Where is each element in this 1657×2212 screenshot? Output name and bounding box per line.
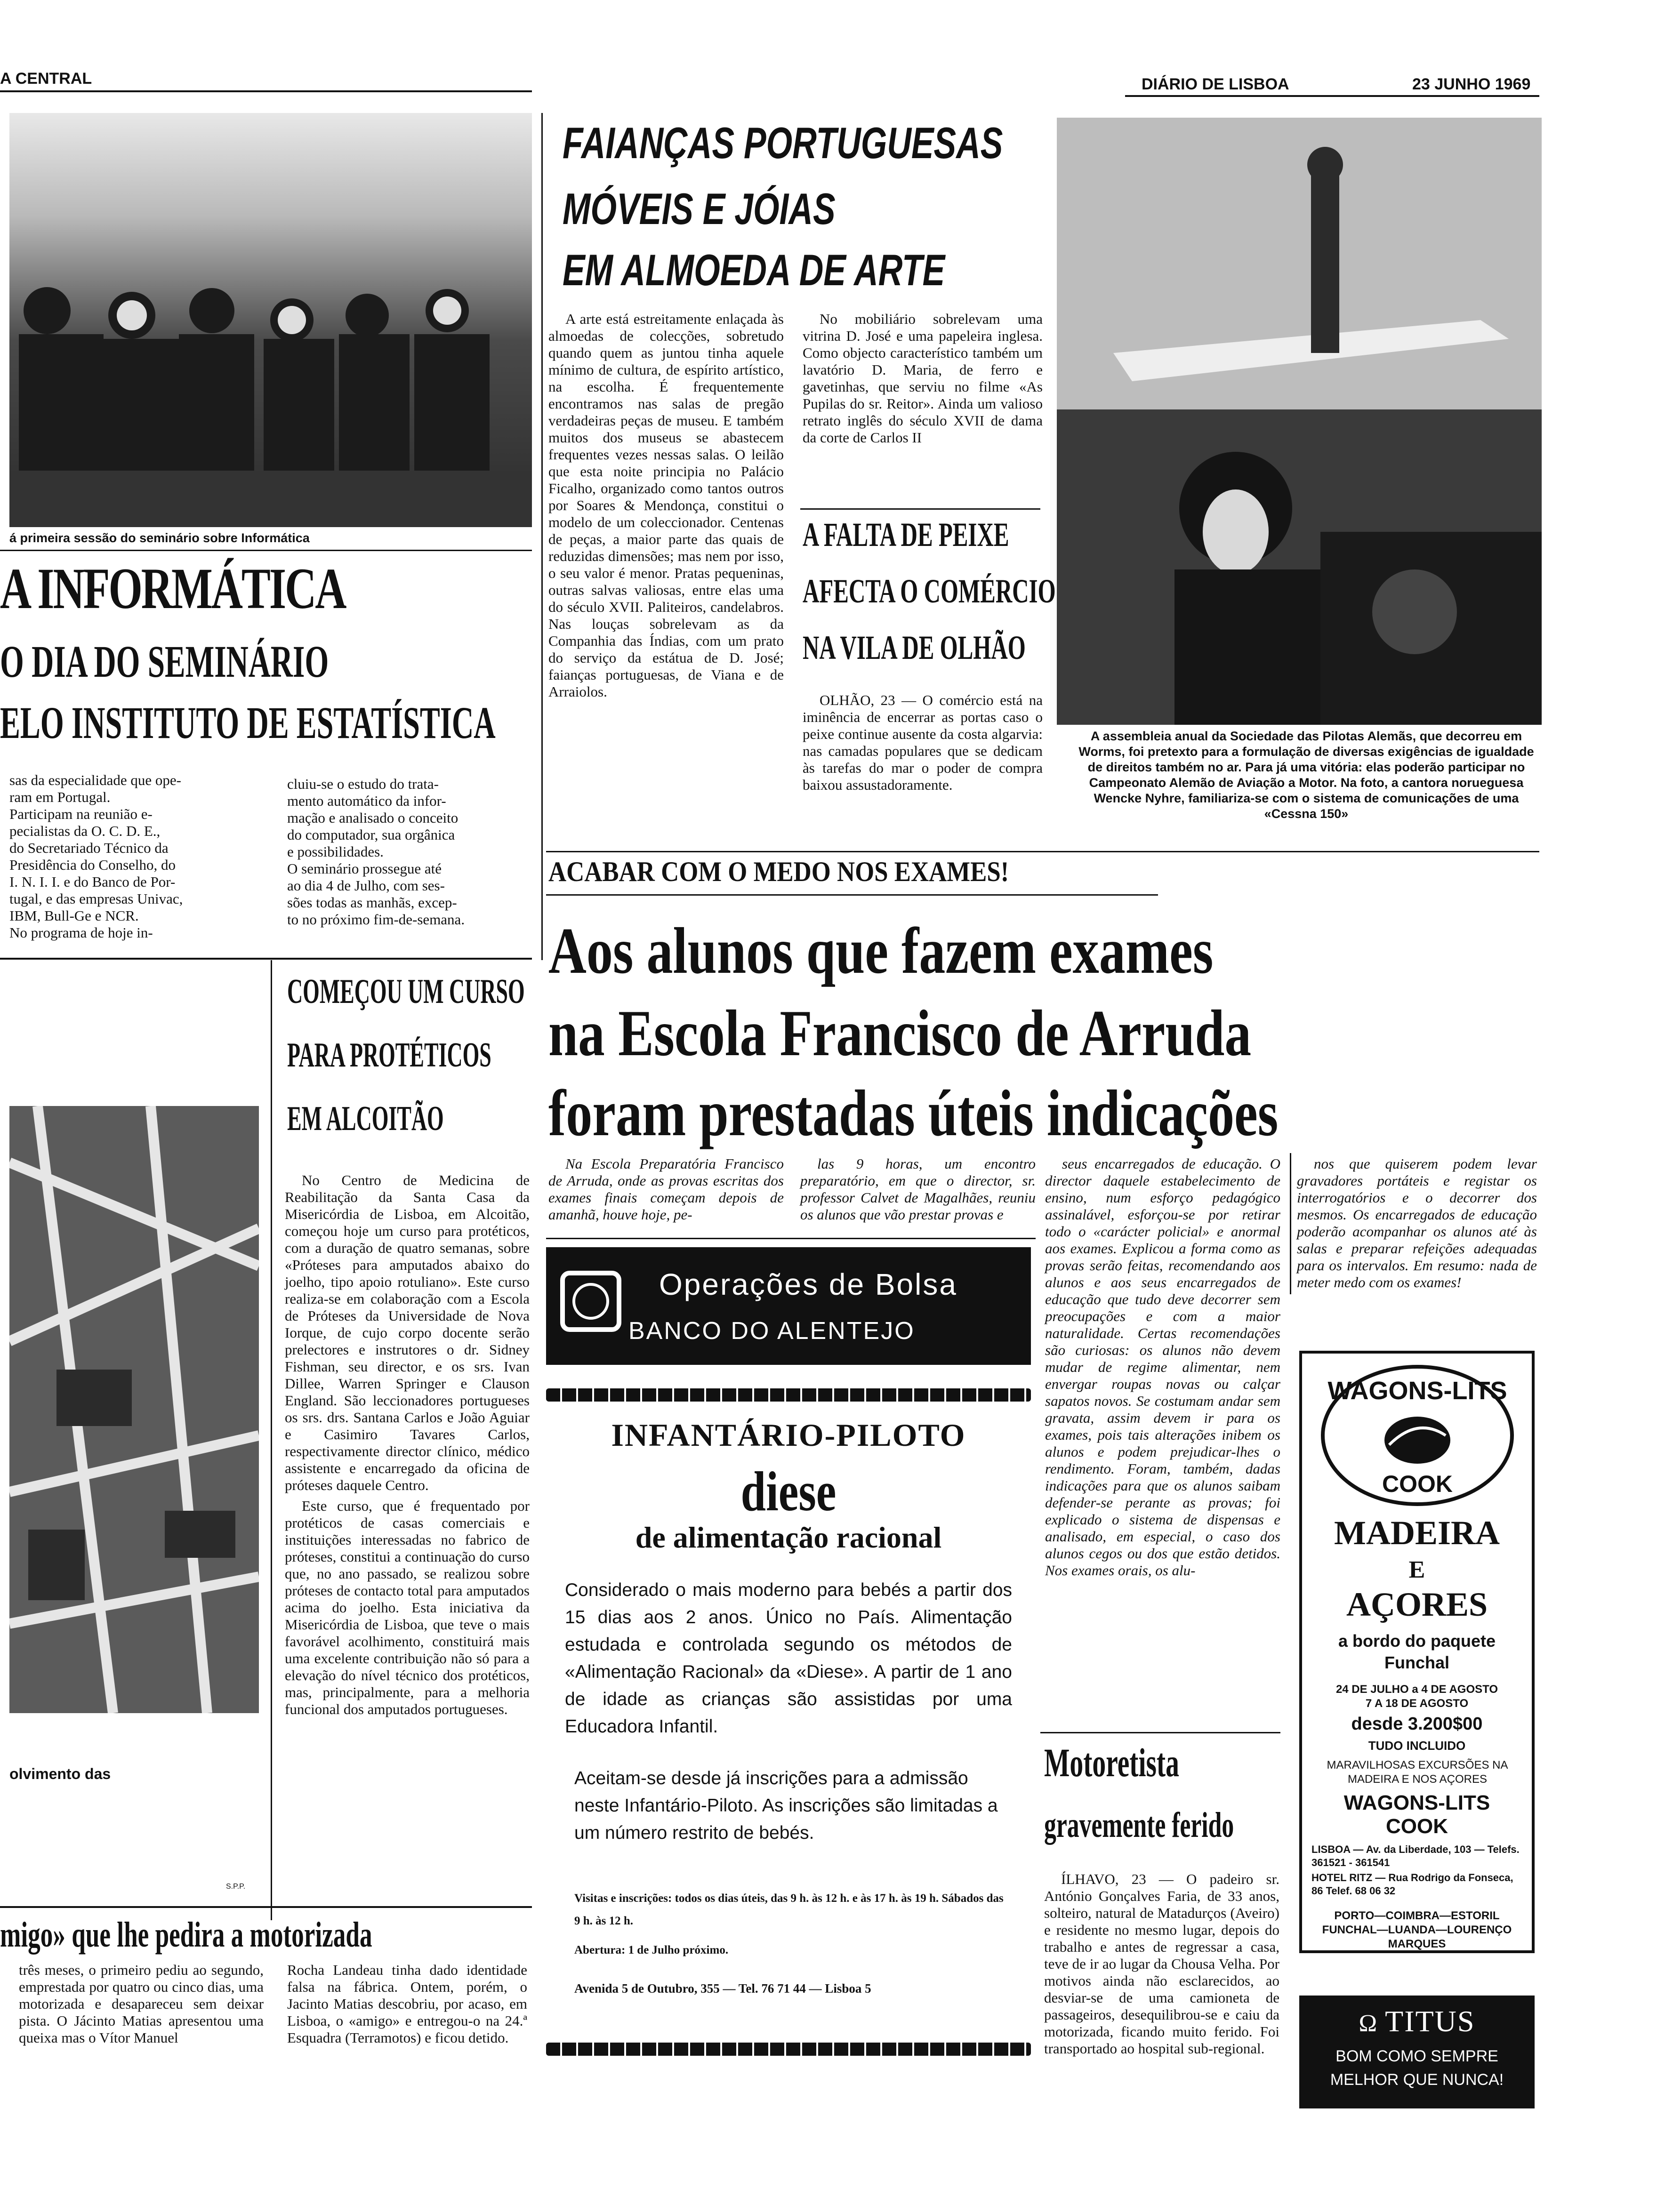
wagons-cities: PORTO—COIMBRA—ESTORIL FUNCHAL—LUANDA—LOURENÇO MARQUES — [1322, 1909, 1512, 1950]
pilotas-aircraft-graphic — [1057, 118, 1542, 725]
titus-brand-text: TITUS — [1385, 2004, 1475, 2038]
proteticos-title-3: EM ALCOITÃO — [287, 1099, 444, 1138]
wagons-logo-top: WAGONS-LITS — [1327, 1377, 1507, 1405]
exames-bottom-rule — [546, 1238, 1036, 1239]
proteticos-left-rule — [271, 960, 272, 1920]
bolsa-ad-line-2: BANCO DO ALENTEJO — [628, 1317, 915, 1345]
titus-logo-icon: Ω — [1359, 2010, 1385, 2037]
wagons-globe-icon — [1380, 1412, 1455, 1468]
wagons-hotel: HOTEL RITZ — Rua Rodrigo da Fonseca, 86 Telef. 68 06 32 — [1311, 1872, 1513, 1897]
proteticos-body — [285, 1172, 530, 1718]
exames-text: las 9 horas, um encontro preparatório, em que o director, sr. professor Calvet de Magalhães, reuniu os alunos que vão prestar provas e — [800, 1155, 1036, 1223]
seminar-line: to no próximo fim-de-semana. — [287, 911, 465, 928]
faiancas-title-2: MÓVEIS E JÓIAS — [563, 184, 836, 233]
wagons-price: desde 3.200$00 — [1351, 1714, 1483, 1734]
faiancas-title-1: FAIANÇAS PORTUGUESAS — [563, 118, 1003, 168]
exames-col-d — [1297, 1155, 1537, 1291]
wagons-dest-2: E — [1408, 1556, 1425, 1583]
exames-column-rule — [1290, 1153, 1291, 1294]
seminar-col-a — [9, 772, 273, 941]
seminar-line: sas da especialidade que ope- — [9, 772, 181, 788]
exames-text: Na Escola Preparatória Francisco de Arruda, onde as provas escritas dos exames finais começam depois de amanhã, houve hoje, pe- — [548, 1155, 784, 1223]
issue-date: 23 JUNHO 1969 — [1412, 75, 1531, 93]
seminar-line: IBM, Bull-Ge e NCR. — [9, 907, 139, 924]
seminar-line: No programa de hoje in- — [9, 924, 153, 941]
infantario-title: INFANTÁRIO-PILOTO — [611, 1417, 966, 1453]
faiancas-title-3: EM ALMOEDA DE ARTE — [563, 245, 945, 295]
wagons-dest-1: MADEIRA — [1334, 1514, 1500, 1552]
header-rule-right — [1125, 95, 1539, 97]
infantario-top-border — [546, 1388, 1031, 1402]
motorizada-col-b — [287, 1962, 527, 2046]
seminar-line: pecialistas da O. C. D. E., — [9, 823, 161, 839]
exames-kicker: ACABAR COM O MEDO NOS EXAMES! — [548, 856, 1009, 887]
proteticos-text: No Centro de Medicina de Reabilitação da Santa Casa da Misericórdia de Lisboa, em Alcoitão, começou hoje um curso para protéticos, com a duração de quatro semanas, sobre «Próteses para amputados abaixo do joelho, tipo apoio rotuliano». Este curso realiza-se em colaboração com a Escola de Próteses da Universidade de Nova Iorque, de cujo corpo docente serão prelectores e instrutores o dr. Sidney Fishman, seu director, e os srs. Ivan Dillee, Warren Springer e Clauson England. São leccionadores portugueses os srs. drs. Santana Carlos e João Aguiar e Casimiro Tavares Carlos, respectivamente director clínico, médico assistente e encarregado da oficina de próteses daquele Centro. — [285, 1172, 530, 1493]
wagons-company-1: WAGONS-LITS — [1343, 1791, 1490, 1814]
seminar-rule — [0, 550, 532, 551]
pilotas-caption: A assembleia anual da Sociedade das Pilotas Alemãs, que decorreu em Worms, foi pretexto para a formulação de diversas exigências de igualdade de direitos também no ar. Para já uma vitória: elas poderão participar no Campeonato Alemão de Aviação a Motor. Na foto, a cantora norueguesa Wencke Nyhre, familiariza-se com o sistema de comunicações de uma «Cessna 150» — [1078, 729, 1534, 821]
infantario-para-2: Aceitam-se desde já inscrições para a admissão neste Infantário-Piloto. As inscrições são limitadas a um número restrito de bebés. — [574, 1768, 998, 1843]
motorizada-rule — [0, 1906, 532, 1908]
infantario-brand: diese — [740, 1460, 837, 1523]
wagons-excursions: MARAVILHOSAS EXCURSÕES NA MADEIRA E NOS AÇORES — [1327, 1759, 1508, 1786]
proteticos-title-1: COMEÇOU UM CURSO — [287, 972, 525, 1011]
faiancas-col-b — [803, 311, 1043, 446]
seminar-line: e possibilidades. — [287, 843, 384, 860]
wagons-dest-3: AÇORES — [1346, 1586, 1488, 1623]
seminar-headline-3: ELO INSTITUTO DE ESTATÍSTICA — [0, 697, 496, 748]
motoretista-text: ÍLHAVO, 23 — O padeiro sr. António Gonçalves Faria, de 33 anos, solteiro, natural de Matadurços (Aveiro) e residente no mesmo lugar, depois do trabalho e antes de regressar a casa, teve de ir ao lugar da Chousa Velha. Por motivos ainda não esclarecidos, ao desviar-se de uma camioneta de passageiros, desequilibrou-se e caiu da motorizada, ficando muito ferido. Foi transportado ao hospital sub-regional. — [1044, 1871, 1279, 2057]
seminar-line: sões todas as manhãs, excep- — [287, 894, 457, 911]
seminar-line: Participam na reunião e- — [9, 806, 153, 822]
faiancas-text: No mobiliário sobrelevam uma vitrina D. José e uma papeleira inglesa. Como objecto característico também um lavatório D. Maria, de ferro e gavetinhas, que serviu no filme «As Pupilas do sr. Reitor». Ainda um valioso retrato inglês do século XVII de dama da corte de Carlos II — [803, 311, 1043, 446]
pilotas-photo — [1057, 118, 1542, 725]
olhao-title-1: A FALTA DE PEIXE — [803, 516, 1009, 553]
titus-line-1: BOM COMO SEMPRE — [1335, 2047, 1498, 2065]
header-rule-left — [0, 90, 532, 92]
exames-headline-1: Aos alunos que fazem exames — [548, 914, 1214, 987]
seminar-line: mação e analisado o conceito — [287, 809, 458, 826]
wagons-logo — [1321, 1365, 1514, 1506]
wagons-ad — [1299, 1351, 1535, 1953]
seminar-photo — [9, 113, 532, 527]
motoretista-body — [1044, 1871, 1279, 2057]
motorizada-text: Rocha Landeau tinha dado identidade falsa na fábrica. Ontem, porém, o Jacinto Matias descobriu, por acaso, em Lisboa, o «amigo» e entregou-o na 24.ª Esquadra (Terramotos) e ficou detido. — [287, 1962, 527, 2046]
column-rule — [541, 113, 543, 960]
seminar-bottom-rule — [0, 958, 532, 960]
exames-text: nos que quiserem podem levar gravadores portáteis e registar os interrogatórios e o decorrer dos mesmos. Os encarregados de educação poderão acompanhar os alunos até às salas e preparar refeições adequadas para os intervalos. Em resumo: nada de meter medo com os exames! — [1297, 1155, 1537, 1290]
seminar-col-b — [287, 776, 523, 928]
map-caption: olvimento das — [9, 1765, 111, 1782]
titus-brand — [1299, 2004, 1535, 2039]
olhao-title-2: AFECTA O COMÉRCIO — [803, 572, 1056, 610]
olhao-rule — [800, 508, 1040, 510]
wagons-lisboa: LISBOA — Av. da Liberdade, 103 — Telefs. 361521 - 361541 — [1311, 1843, 1520, 1868]
motoretista-rule — [1040, 1732, 1280, 1733]
proteticos-title-2: PARA PROTÉTICOS — [287, 1036, 491, 1074]
faiancas-text: A arte está estreitamente enlaçada às almoedas de colecções, sobretudo quando quem as juntou tinha aquele mínimo de cultura, de espírito artístico, na escolha. É frequentemente encontramos nas salas de pregão verdadeiras peças de museu. E também muitos dos museus se abastecem frequentes vezes nessas salas. O leilão que esta noite principia no Palácio Ficalho, organizado como tantos outros por Soares & Mendonça, constitui o modelo de um coleccionador. Centenas de peças, a maior parte das quais de reduzidas dimensões; mas nem por isso, o seu valor é menor. Pratas pequeninas, outras salvas valiosas, entre elas uma do século XVII. Paliteiros, candelabros. Nas louças sobrelevam as da Companhia das Índias, com um prato do serviço da estátua de D. José; faianças portuguesas, de Viana e de Arraiolos. — [548, 311, 784, 700]
infantario-ad — [546, 1388, 1031, 2071]
titus-ad — [1299, 1996, 1535, 2108]
seminar-line: cluiu-se o estudo do trata- — [287, 776, 439, 792]
seminar-line: O seminário prossegue até — [287, 860, 442, 877]
seminar-line: tugal, e das empresas Univac, — [9, 890, 183, 907]
wagons-dates-1: 24 DE JULHO a 4 DE AGOSTO — [1335, 1683, 1498, 1696]
bolsa-ad — [546, 1247, 1031, 1365]
bolsa-logo-icon — [572, 1283, 609, 1320]
seminar-headline-1: A INFORMÁTICA — [0, 556, 346, 621]
exames-kicker-rule — [546, 894, 1158, 896]
street-map — [9, 1106, 259, 1713]
seminar-line: ram em Portugal. — [9, 789, 111, 805]
motorizada-text: três meses, o primeiro pediu ao segundo, emprestada por quatro ou cinco dias, uma motorizada e desapareceu sem deixar pista. O Jácinto Matias apresentou uma queixa mas o Vítor Manuel — [19, 1962, 264, 2046]
faiancas-col-a — [548, 311, 784, 700]
pilotas-rule — [546, 851, 1539, 852]
exames-lede-b — [800, 1155, 1036, 1223]
motoretista-title-1: Motoretista — [1044, 1740, 1179, 1785]
infantario-address: Avenida 5 de Outubro, 355 — Tel. 76 71 44 — Lisboa 5 — [574, 1981, 871, 1996]
seminar-audience-graphic — [9, 113, 532, 527]
exames-headline-3: foram prestadas úteis indicações — [548, 1077, 1279, 1150]
seminar-line: do computador, sua orgânica — [287, 826, 455, 843]
exames-col-c — [1045, 1155, 1280, 1579]
seminar-photo-caption: á primeira sessão do seminário sobre Informática — [9, 531, 310, 545]
wagons-ship-name: Funchal — [1384, 1653, 1449, 1672]
seminar-headline-2: O DIA DO SEMINÁRIO — [0, 636, 329, 687]
motorizada-headline: migo» que lhe pedira a motorizada — [0, 1915, 372, 1955]
olhao-title-3: NA VILA DE OLHÃO — [803, 629, 1026, 666]
seminar-line: I. N. I. I. e do Banco de Por- — [9, 874, 176, 890]
seminar-line: do Secretariado Técnico da — [9, 840, 169, 856]
bolsa-logo-box — [560, 1271, 621, 1332]
newspaper-name: DIÁRIO DE LISBOA — [1142, 75, 1289, 93]
seminar-line: ao dia 4 de Julho, com ses- — [287, 877, 445, 894]
exames-text: seus encarregados de educação. O director daquele estabelecimento de ensino, num esforço pedagógico assinalável, esforçou-se por retirar todo o «carácter policial» e anormal aos exames. Explicou a forma como as provas serão feitas, recomendando aos alunos e aos seus encarregados de educação que tudo deve decorrer sem preocupações e com a maior naturalidade. Certas recomendações são curiosas: os alunos não devem mudar de regime alimentar, nem envergar roupas novas ou calçar sapatos novos. Se costumam andar sem gravata, assim devem ir para os exames, pois tais alterações inibem os alunos e podem prejudicar-lhes o rendimento. Foram, também, dadas indicações para que os alunos saibam defender-se perante as provas; foi explicado o sistema de dispensas e analisado, em especial, o caso dos alunos cegos ou dos que estão detidos. Nos exames orais, os alu- — [1045, 1155, 1280, 1579]
olhao-text: OLHÃO, 23 — O comércio está na iminência de encerrar as portas caso o peixe continue ausente da costa algarvia: nas camadas populares que se dedicam às tarefas do mar o poder de compra baixou assustadoramente. — [803, 692, 1043, 793]
wagons-logo-bottom: COOK — [1382, 1471, 1453, 1497]
wagons-included: TUDO INCLUIDO — [1368, 1739, 1466, 1753]
seminar-line: mento automático da infor- — [287, 793, 446, 809]
exames-headline-2: na Escola Francisco de Arruda — [548, 997, 1252, 1070]
bolsa-ad-line-1: Operações de Bolsa — [659, 1267, 957, 1301]
proteticos-text: Este curso, que é frequentado por protéticos de casas comerciais e instituições interessadas no fabrico de próteses, constitui a continuação do curso que, no ano passado, se realizou sobre próteses de contacto total para amputados acima do joelho. Esta iniciativa da Misericórdia de Lisboa, que teve o mais favorável acolhimento, constituirá mais uma excelente contribuição não só para a elevação do nível técnico dos protéticos, mas, principalmente, para a melhoria funcional dos amputados portugueses. — [285, 1498, 530, 1717]
infantario-opening: Abertura: 1 de Julho próximo. — [574, 1944, 729, 1956]
infantario-para-1: Considerado o mais moderno para bebés a partir dos 15 dias aos 2 anos. Único no País. Alimentação estudada e controlada segundo os métodos de «Alimentação Racional» da «Diese». A partir de 1 ano de idade as crianças são assistidas por uma Educadora Infantil. — [565, 1580, 1012, 1737]
titus-line-2: MELHOR QUE NUNCA! — [1330, 2071, 1504, 2089]
wagons-ship: a bordo do paquete — [1338, 1631, 1496, 1651]
infantario-hours: Visitas e inscrições: todos os dias úteis, das 9 h. às 12 h. e às 17 h. às 19 h. Sábados das 9 h. às 12 h. — [574, 1892, 1004, 1927]
map-streets-graphic — [9, 1106, 259, 1713]
infantario-bottom-border — [546, 2043, 1031, 2056]
olhao-body — [803, 692, 1043, 793]
section-label: A CENTRAL — [0, 70, 92, 88]
infantario-subtitle: de alimentação racional — [635, 1521, 942, 1554]
motorizada-col-a — [19, 1962, 264, 2046]
wagons-dates-2: 7 A 18 DE AGOSTO — [1365, 1697, 1469, 1710]
motoretista-title-2: gravemente ferido — [1044, 1805, 1234, 1845]
seminar-line: Presidência do Conselho, do — [9, 857, 176, 873]
wagons-company-2: COOK — [1386, 1815, 1448, 1838]
exames-lede-a — [548, 1155, 784, 1223]
map-credit: S.P.P. — [226, 1883, 246, 1891]
